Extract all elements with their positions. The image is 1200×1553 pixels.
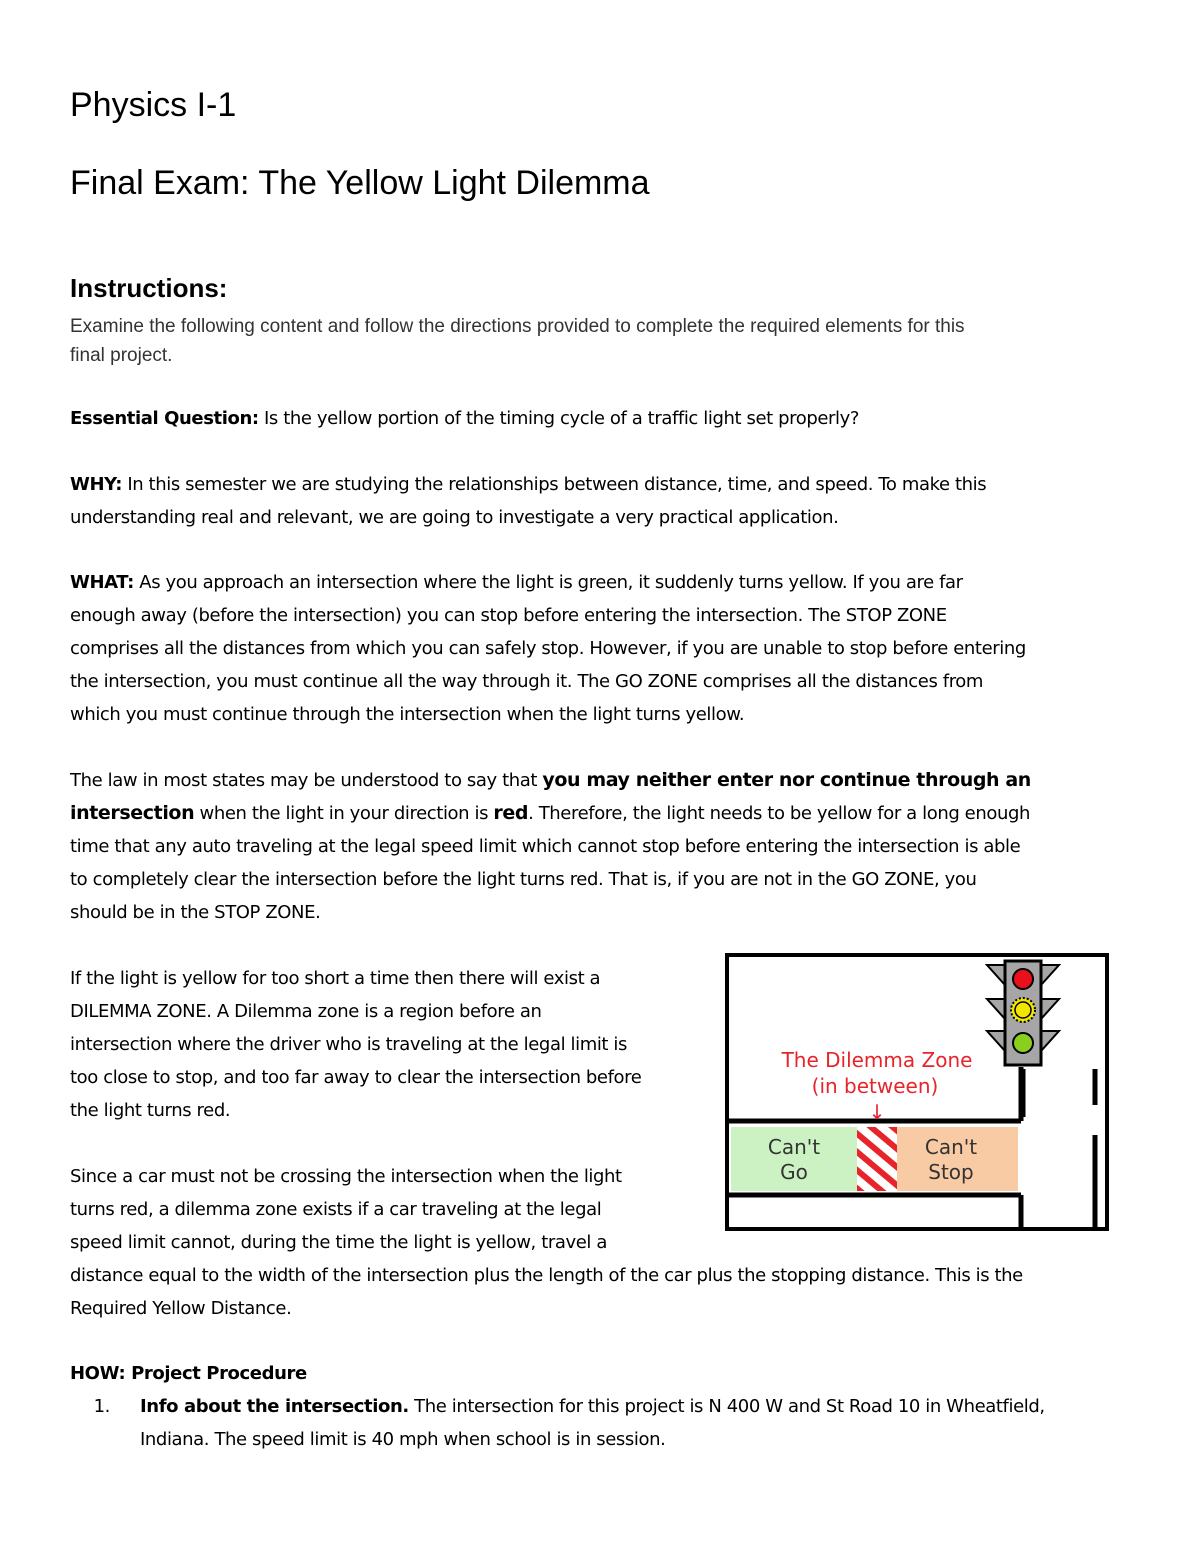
what-label: WHAT: xyxy=(70,572,134,593)
list-item-text: The intersection for this project is N 400 W and St Road 10 in Wheatfield, xyxy=(408,1396,1045,1417)
green-light-icon xyxy=(1013,1033,1033,1053)
traffic-light-icon xyxy=(987,961,1059,1117)
law-text: . Therefore, the light needs to be yellow for a long enough xyxy=(528,803,1031,824)
since-line: distance equal to the width of the intersection plus the length of the car plus the stopping distance. This is the xyxy=(70,1265,1023,1286)
dilemma-line: DILEMMA ZONE. A Dilemma zone is a region before an xyxy=(70,1001,542,1022)
essential-question xyxy=(70,402,1135,435)
essential-label: Essential Question: xyxy=(70,408,259,429)
law-text: The law in most states may be understood to say that xyxy=(70,770,543,791)
list-item-title: Info about the intersection. xyxy=(140,1396,409,1417)
dilemma-line: the light turns red. xyxy=(70,1100,231,1121)
cant-go-label-2: Go xyxy=(780,1160,808,1184)
dilemma-line: If the light is yellow for too short a time then there will exist a xyxy=(70,968,601,989)
cant-stop-label-2: Stop xyxy=(928,1160,974,1184)
cant-stop-label-1: Can't xyxy=(924,1135,978,1159)
law-line: should be in the STOP ZONE. xyxy=(70,902,321,923)
what-line: which you must continue through the intersection when the light turns yellow. xyxy=(70,704,745,725)
law-line: time that any auto traveling at the legal speed limit which cannot stop before entering the intersection is able xyxy=(70,836,1021,857)
list-number: 1. xyxy=(93,1396,110,1417)
since-line: turns red, a dilemma zone exists if a car traveling at the legal xyxy=(70,1199,602,1220)
law-emphasis: you may neither enter nor continue through an xyxy=(542,769,1031,791)
what-line: enough away (before the intersection) you can stop before entering the intersection. The STOP ZONE xyxy=(70,605,947,626)
why-line: understanding real and relevant, we are going to investigate a very practical application. xyxy=(70,507,839,528)
essential-text: Is the yellow portion of the timing cycle of a traffic light set properly? xyxy=(258,408,860,429)
what-paragraph xyxy=(70,566,1135,731)
down-arrow-icon: ↓ xyxy=(868,1100,886,1124)
why-paragraph xyxy=(70,468,1135,534)
how-section xyxy=(70,1357,1135,1456)
dilemma-paragraph xyxy=(70,962,710,1127)
exam-title: Final Exam: The Yellow Light Dilemma xyxy=(70,164,650,202)
list-item xyxy=(70,1390,1135,1423)
red-light-icon xyxy=(1013,969,1033,989)
law-paragraph xyxy=(70,764,1135,929)
what-line: comprises all the distances from which you can safely stop. However, if you are unable to stop before entering xyxy=(70,638,1026,659)
dilemma-line: too close to stop, and too far away to clear the intersection before xyxy=(70,1067,642,1088)
dilemma-zone-label: The Dilemma Zone xyxy=(781,1048,973,1072)
course-title: Physics I-1 xyxy=(70,86,237,124)
why-line: In this semester we are studying the relationships between distance, time, and speed. To make this xyxy=(122,474,987,495)
instructions-line: Examine the following content and follow the directions provided to complete the required elements for this xyxy=(70,316,965,337)
what-line: the intersection, you must continue all the way through it. The GO ZONE comprises all the distances from xyxy=(70,671,984,692)
since-line: Since a car must not be crossing the intersection when the light xyxy=(70,1166,622,1187)
dilemma-zone-hatch xyxy=(857,1127,897,1191)
cant-go-label-1: Can't xyxy=(767,1135,821,1159)
instructions-text xyxy=(70,312,1130,370)
law-emphasis: intersection xyxy=(70,802,195,824)
law-red-word: red xyxy=(493,802,529,824)
since-line: speed limit cannot, during the time the light is yellow, travel a xyxy=(70,1232,607,1253)
instructions-line: final project. xyxy=(70,345,173,366)
instructions-heading: Instructions: xyxy=(70,273,228,303)
law-line: to completely clear the intersection before the light turns red. That is, if you are not in the GO ZONE, you xyxy=(70,869,977,890)
why-label: WHY: xyxy=(70,474,122,495)
what-line: As you approach an intersection where the light is green, it suddenly turns yellow. If you are far xyxy=(133,572,963,593)
law-text: when the light in your direction is xyxy=(194,803,494,824)
dilemma-line: intersection where the driver who is traveling at the legal limit is xyxy=(70,1034,627,1055)
intersection-diagram-svg xyxy=(729,957,1105,1227)
how-heading: HOW: Project Procedure xyxy=(70,1363,307,1384)
dilemma-zone-diagram xyxy=(725,953,1109,1231)
dilemma-zone-sublabel: (in between) xyxy=(811,1074,939,1098)
list-item-text: Indiana. The speed limit is 40 mph when school is in session. xyxy=(140,1429,666,1450)
since-line: Required Yellow Distance. xyxy=(70,1298,292,1319)
